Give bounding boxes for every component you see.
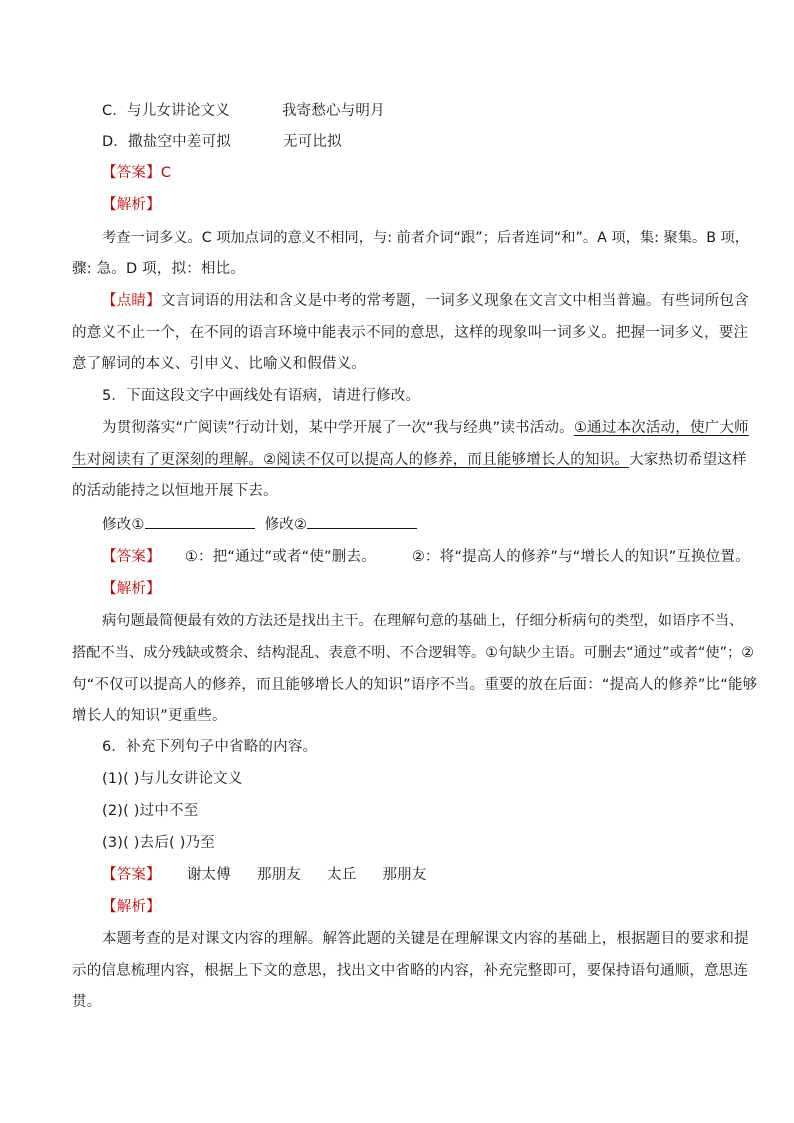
q6-item: (1)( )与儿女讲论文义 bbox=[102, 771, 243, 787]
q5-analysis-line: 增长人的知识”更重些。 bbox=[72, 708, 227, 724]
fix2-label: 修改② bbox=[264, 517, 308, 533]
answer-item: 太丘 bbox=[327, 867, 357, 883]
answer-item: 那朋友 bbox=[256, 867, 302, 883]
q6-title: 6．补充下列句子中省略的内容。 bbox=[102, 739, 318, 755]
q5-title: 5．下面这段文字中画线处有语病，请进行修改。 bbox=[102, 388, 421, 404]
fix1-blank[interactable] bbox=[145, 514, 255, 529]
q6-answer bbox=[102, 865, 427, 885]
q4-tip-line: 【点睛】文言词语的用法和含义是中考的常考题，一词多义现象在文言文中相当普遍。有些词所包含 bbox=[102, 293, 749, 309]
q6-analysis-line: 示的信息梳理内容，根据上下文的意思，找出文中省略的内容，补充完整即可，要保持语句通顺，意思连 bbox=[72, 963, 749, 979]
q5-answer: 【答案】 ①：把“通过”或者“使”删去。 ②：将“提高人的修养”与“增长人的知识”互换位置。 bbox=[102, 549, 750, 565]
q5-fix-blanks bbox=[102, 514, 417, 535]
fix2-blank[interactable] bbox=[307, 514, 417, 529]
q6-analysis-line: 贯。 bbox=[72, 994, 102, 1010]
answer-item: 那朋友 bbox=[382, 867, 427, 883]
q4-tip-line: 的意义不止一个，在不同的语言环境中能表示不同的意思，这样的现象叫一词多义。把握一词多义，要注 bbox=[72, 325, 749, 341]
q4-analysis-line: 考查一词多义。C 项加点词的意义不相同，与: 前者介词“跟”；后者连词“和”。A 项，集: 聚集。B 项， bbox=[102, 230, 750, 246]
underlined-sentence-2: ②阅读不仅可以提高人的修养，而且能够增长人的知识。 bbox=[263, 452, 630, 468]
answer-item: 谢太傅 bbox=[186, 867, 231, 883]
q6-analysis-line: 本题考查的是对课文内容的理解。解答此题的关键是在理解课文内容的基础上，根据题目的要求和提 bbox=[102, 931, 749, 947]
fix1-label: 修改① bbox=[102, 517, 145, 533]
answer-value: C bbox=[160, 165, 172, 181]
q4-tip-line: 意了解词的本义、引申义、比喻义和假借义。 bbox=[72, 356, 366, 372]
q4-answer bbox=[102, 163, 171, 183]
tip-tag: 【点睛】 bbox=[102, 293, 161, 309]
underlined-sentence-1: 生对阅读有了更深刻的理解。 bbox=[72, 452, 264, 468]
answer-tag: 【答案】 bbox=[102, 549, 161, 565]
q6-item: (2)( )过中不至 bbox=[102, 803, 199, 819]
answer-tag: 【答案】 bbox=[102, 867, 161, 883]
option-d: D．撒盐空中差可拟 无可比拟 bbox=[102, 134, 342, 150]
q5-analysis-tag: 【解析】 bbox=[102, 581, 161, 597]
q5-passage-line: 的活动能持之以恒地开展下去。 bbox=[72, 483, 278, 499]
option-c: C．与儿女讲论文义 我寄愁心与明月 bbox=[102, 103, 385, 119]
q5-analysis-line: 句“不仅可以提高人的修养，而且能够增长人的知识”语序不当。重要的放在后面：“提高人的修养”比“能够 bbox=[72, 677, 758, 693]
q4-analysis-tag: 【解析】 bbox=[102, 197, 161, 213]
q5-passage-line: 为贯彻落实“广阅读”行动计划，某中学开展了一次“我与经典”读书活动。①通过本次活动，使广大师 bbox=[102, 420, 749, 436]
q6-item: (3)( )去后( )乃至 bbox=[102, 835, 215, 851]
q6-analysis-tag: 【解析】 bbox=[102, 899, 161, 915]
q5-analysis-line: 搭配不当、成分残缺或赘余、结构混乱、表意不明、不合逻辑等。①句缺少主语。可删去“通过”或者“使”；② bbox=[72, 645, 755, 661]
underlined-sentence-1: ①通过本次活动，使广大师 bbox=[573, 420, 749, 436]
q5-analysis-line: 病句题最简便最有效的方法还是找出主干。在理解句意的基础上，仔细分析病句的类型，如语序不当、 bbox=[102, 613, 744, 629]
answer-tag: 【答案】 bbox=[102, 165, 161, 181]
q4-analysis-line: 骤: 急。D 项，拟：相比。 bbox=[72, 261, 246, 277]
q5-passage-line: 生对阅读有了更深刻的理解。②阅读不仅可以提高人的修养，而且能够增长人的知识。大家热切希望这样 bbox=[72, 452, 747, 468]
